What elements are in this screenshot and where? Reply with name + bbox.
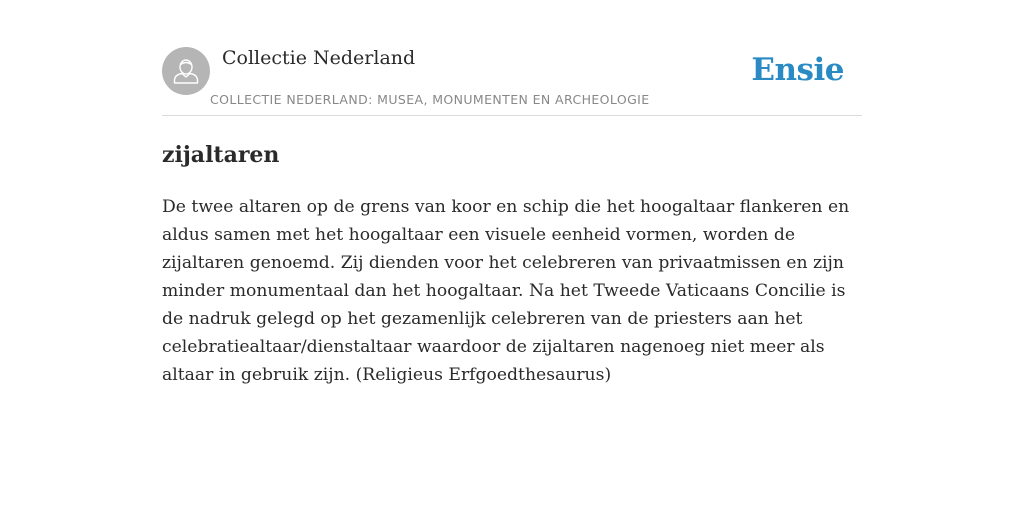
author-avatar[interactable] xyxy=(162,47,210,95)
brand-logo[interactable]: Ensie xyxy=(751,52,844,88)
author-name[interactable]: Collectie Nederland xyxy=(222,47,416,69)
user-placeholder-icon xyxy=(162,47,210,95)
card-header xyxy=(162,46,862,116)
definition-card xyxy=(162,46,862,389)
definition-text: De twee altaren op de grens van koor en schip die het hoogaltaar flankeren en aldus samen met het hoogaltaar een visuele eenheid vormen, worden de zijaltaren genoemd. Zij dienden voor het celebreren van privaatmissen en zijn minder monumentaal dan het hoogaltaar. Na het Tweede Vaticaans Concilie is de nadruk gelegd op het gezamenlijk celebreren van de priesters aan het celebratiealtaar/dienstaltaar waardoor de zijaltaren nagenoeg niet meer als altaar in gebruik zijn. (Religieus Erfgoedthesaurus) xyxy=(162,197,850,385)
term-title: zijaltaren xyxy=(162,142,280,168)
collection-name[interactable]: COLLECTIE NEDERLAND: MUSEA, MONUMENTEN EN ARCHEOLOGIE xyxy=(210,92,650,107)
